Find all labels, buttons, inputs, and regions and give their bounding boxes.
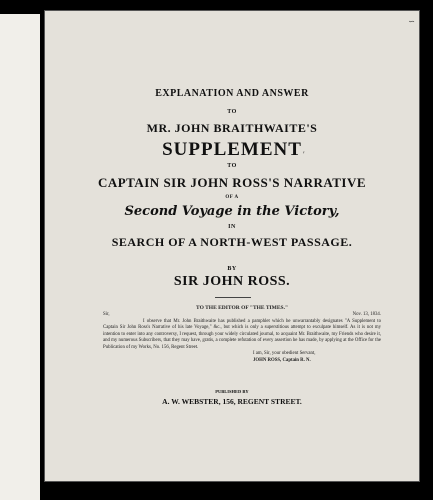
letter-salutation-row	[103, 312, 381, 319]
publisher-label: PUBLISHED BY	[215, 389, 249, 394]
adjacent-page-edge	[0, 14, 40, 500]
letter-to-editor	[103, 305, 381, 364]
letter-heading: TO THE EDITOR OF "THE TIMES."	[196, 305, 288, 311]
letter-signature: JOHN ROSS, Captain R. N.	[253, 357, 311, 363]
title-of-a: OF A	[225, 195, 239, 200]
title-page	[44, 10, 420, 482]
title-author: SIR JOHN ROSS.	[173, 274, 291, 289]
publisher-name: A. W. WEBSTER, 156, REGENT STREET.	[162, 397, 302, 406]
title-by: BY	[227, 266, 237, 272]
title-braithwaite: MR. JOHN BRAITHWAITE'S	[146, 121, 318, 135]
title-supplement: SUPPLEMENT	[162, 139, 302, 160]
title-to-2: TO	[227, 163, 237, 169]
title-search: SEARCH OF A NORTH-WEST PASSAGE.	[111, 235, 353, 249]
letter-salutation: Sir,	[103, 311, 110, 317]
title-second-voyage: Second Voyage in the Victory,	[124, 204, 340, 219]
letter-body: I observe that Mr. John Braithwaite has published a pamphlet which he unwarrantably designates "A Supplement to Captain Sir John Ross's Narrative of his late Voyage," &c., but which is only a superstitious attempt to exculpate himself. As it is not my intention to enter into any controversy, I request, through your widely circulated journal, to acquaint Mr. Braithwaite, my Friends who desire it, and my numerous Subscribers, that they may have, gratis, a complete refutation of every assertion he has made, by applying at the Office for the Publication of my Works, No. 156, Regent Street.	[103, 318, 381, 350]
title-to-1: TO	[227, 109, 237, 115]
title-explanation: EXPLANATION AND ANSWER	[155, 88, 309, 99]
title-in: IN	[228, 224, 236, 230]
pencil-mark-icon: ′	[303, 150, 305, 159]
divider-rule	[215, 297, 251, 298]
ink-mark-icon: ∽	[408, 17, 415, 26]
letter-closing: I am, Sir, your obedient Servant,	[253, 351, 316, 356]
title-narrative: CAPTAIN SIR JOHN ROSS'S NARRATIVE	[97, 175, 367, 190]
letter-date: Nov. 13, 1834.	[352, 311, 381, 317]
